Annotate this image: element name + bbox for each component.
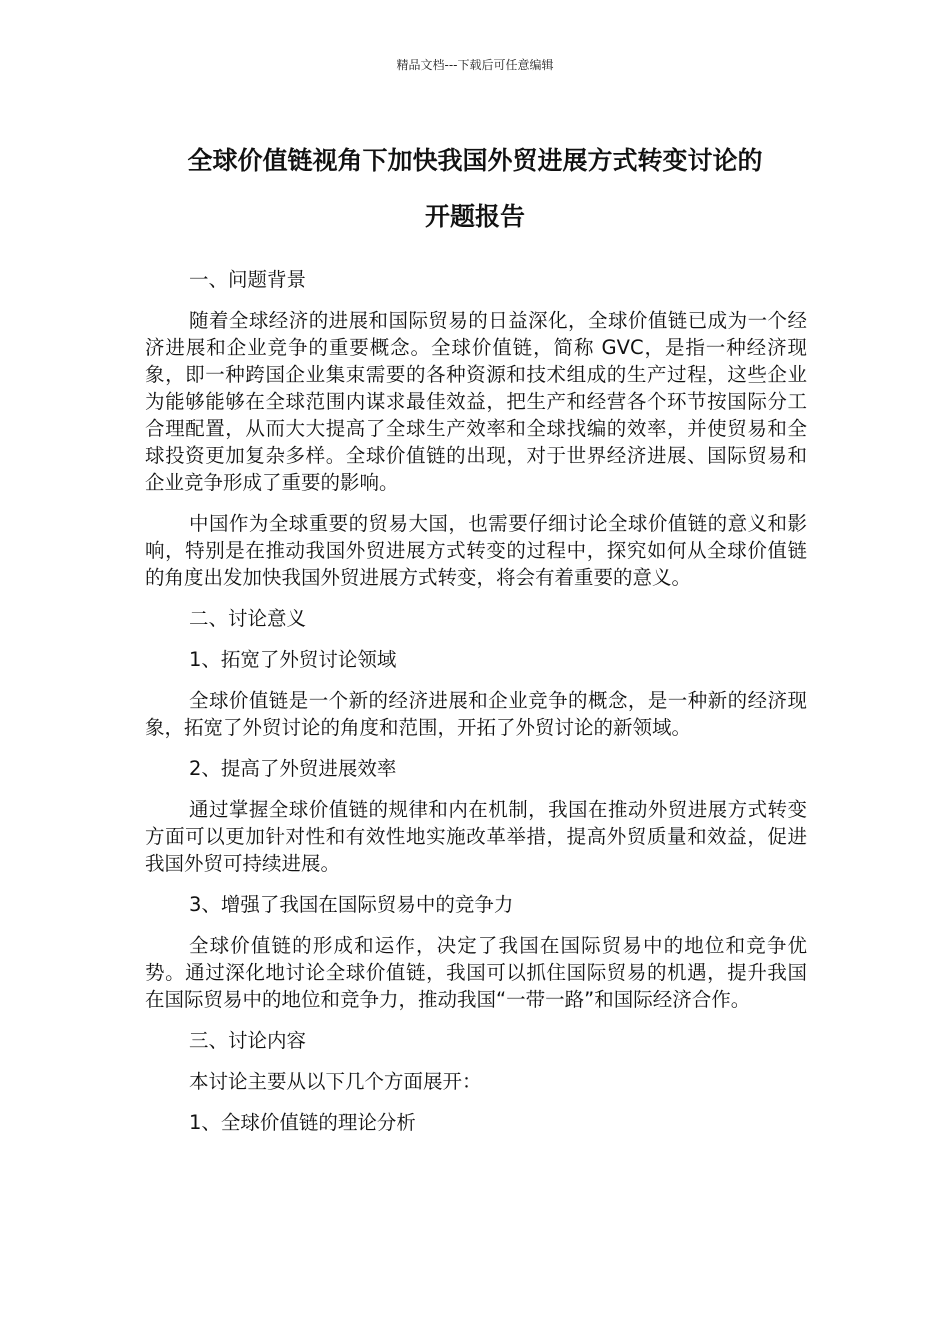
paragraph-gvc-definition: 随着全球经济的进展和国际贸易的日益深化，全球价值链已成为一个经济进展和企业竞争的重要概念。全球价值链，简称 GVC，是指一种经济现象，即一种跨国企业集束需要的各种资源和技术组成的生产过程，这些企业为能够能够在全球范围内谋求最佳效益，把生产和经营各个环节按国际分工合理配置，从而大大提高了全球生产效率和全球找编的效率，并使贸易和全球投资更加复杂多样。全球价值链的出现，对于世界经济进展、国际贸易和企业竞争形成了重要的影响。	[145, 309, 807, 494]
paragraph-china-trade: 中国作为全球重要的贸易大国，也需要仔细讨论全球价值链的意义和影响，特别是在推动我国外贸进展方式转变的过程中，探究如何从全球价值链的角度出发加快我国外贸进展方式转变，将会有着重要的意义。	[145, 512, 807, 589]
paragraph-broaden-field: 全球价值链是一个新的经济进展和企业竞争的概念，是一种新的经济现象，拓宽了外贸讨论的角度和范围，开拓了外贸讨论的新领域。	[145, 689, 807, 739]
document-title	[130, 133, 820, 245]
subheading-broaden-field: 1、拓宽了外贸讨论领域	[189, 648, 397, 671]
page-header: 精品文档---下载后可任意编辑	[396, 58, 554, 72]
paragraph-competitiveness: 全球价值链的形成和运作，决定了我国在国际贸易中的地位和竞争优势。通过深化地讨论全球价值链，我国可以抓住国际贸易的机遇，提升我国在国际贸易中的地位和竞争力，推动我国“一带一路”和国际经济合作。	[145, 934, 807, 1011]
section-heading-significance: 二、讨论意义	[189, 607, 307, 630]
title-line-2: 开题报告	[424, 202, 525, 231]
section-heading-background: 一、问题背景	[189, 268, 307, 291]
subheading-competitiveness: 3、增强了我国在国际贸易中的竞争力	[189, 893, 514, 916]
section-heading-content: 三、讨论内容	[189, 1029, 307, 1052]
paragraph-efficiency: 通过掌握全球价值链的规律和内在机制，我国在推动外贸进展方式转变方面可以更加针对性和有效性地实施改革举措，提高外贸质量和效益，促进我国外贸可持续进展。	[145, 798, 807, 875]
document-body	[145, 266, 807, 1150]
paragraph-content-intro: 本讨论主要从以下几个方面展开：	[189, 1070, 482, 1093]
subheading-theory-analysis: 1、全球价值链的理论分析	[189, 1111, 416, 1134]
subheading-efficiency: 2、提高了外贸进展效率	[189, 757, 397, 780]
title-line-1: 全球价值链视角下加快我国外贸进展方式转变讨论的	[187, 146, 763, 175]
